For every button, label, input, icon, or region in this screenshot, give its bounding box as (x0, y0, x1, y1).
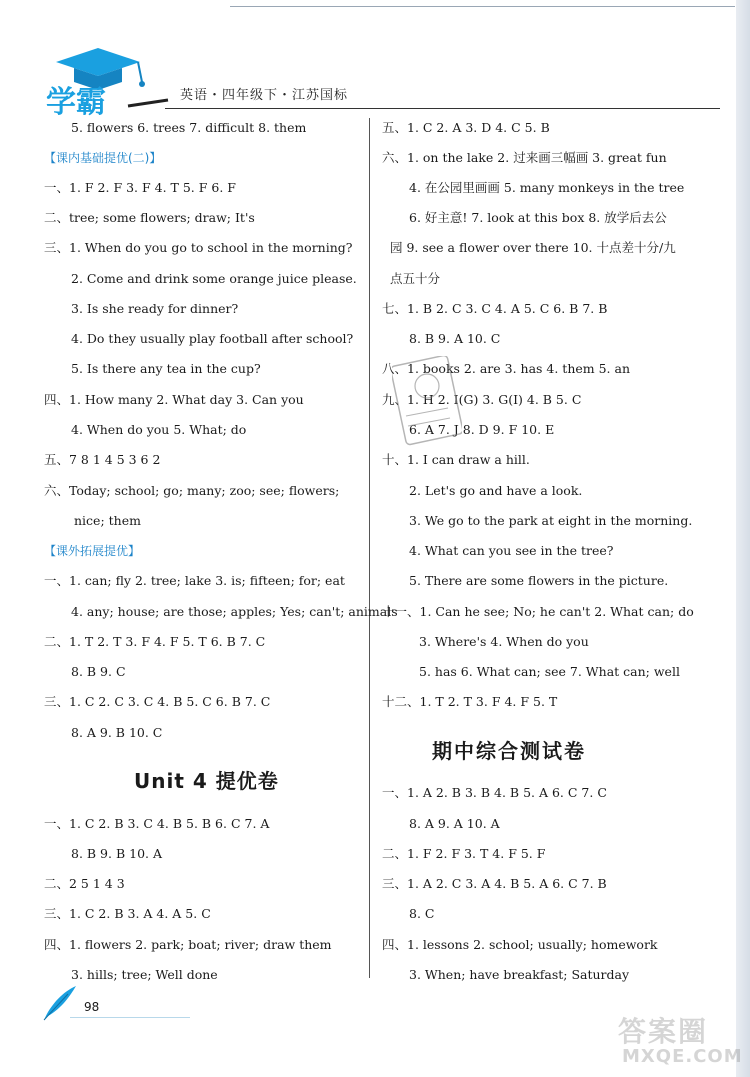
answer-line: 3. When; have breakfast; Saturday (409, 967, 630, 982)
answer-line: 五、7 8 1 4 5 3 6 2 (44, 452, 161, 467)
page-edge-shadow (736, 0, 750, 1077)
header-title: 英语・四年级下・江苏国标 (180, 88, 349, 103)
section-heading: 【课外拓展提优】 (44, 544, 141, 558)
answer-line: 5. There are some flowers in the picture. (409, 573, 669, 588)
answer-line: 十、1. I can draw a hill. (382, 452, 530, 467)
answer-line: 二、2 5 1 4 3 (44, 876, 125, 891)
answer-line: 8. B 9. C (71, 664, 126, 679)
answer-line: 6. A 7. J 8. D 9. F 10. E (409, 422, 555, 437)
logo-graduation-cap-icon (38, 48, 178, 116)
answer-line: 三、1. C 2. C 3. C 4. B 5. C 6. B 7. C (44, 694, 271, 709)
answer-line: 六、1. on the lake 2. 过来画三幅画 3. great fun (382, 150, 667, 165)
feather-icon (40, 982, 80, 1022)
answer-line: 点五十分 (390, 271, 441, 286)
answer-line: 3. We go to the park at eight in the morning. (409, 513, 693, 528)
answer-line: 4. Do they usually play football after school? (71, 331, 354, 346)
unit-heading: Unit 4 提优卷 (134, 769, 279, 793)
answer-line: 2. Let's go and have a look. (409, 483, 583, 498)
answer-line: 8. B 9. A 10. C (409, 331, 501, 346)
answer-line: 一、1. C 2. B 3. C 4. B 5. B 6. C 7. A (44, 816, 270, 831)
answer-line: 一、1. A 2. B 3. B 4. B 5. A 6. C 7. C (382, 785, 607, 800)
watermark-title: 答案圈 (618, 1015, 709, 1048)
header-rule (165, 108, 720, 109)
answer-line: 十一、1. Can he see; No; he can't 2. What can; do (382, 604, 694, 619)
answer-line: 二、1. T 2. T 3. F 4. F 5. T 6. B 7. C (44, 634, 266, 649)
answer-line: 五、1. C 2. A 3. D 4. C 5. B (382, 120, 550, 135)
answer-line: 九、1. H 2. I(G) 3. G(I) 4. B 5. C (382, 392, 582, 407)
logo-text: 学霸 (46, 85, 106, 116)
answer-line: 十二、1. T 2. T 3. F 4. F 5. T (382, 694, 558, 709)
answer-line: 5. flowers 6. trees 7. difficult 8. them (71, 120, 307, 135)
answer-line: 5. Is there any tea in the cup? (71, 361, 261, 376)
homework-stamp-icon (392, 356, 462, 446)
footer-rule (70, 1017, 190, 1018)
answer-line: 8. A 9. B 10. C (71, 725, 163, 740)
watermark-url: MXQE.COM (622, 1046, 743, 1067)
answer-line: 3. Where's 4. When do you (419, 634, 589, 649)
page-number: 98 (84, 1000, 100, 1014)
answer-line: 4. When do you 5. What; do (71, 422, 247, 437)
answer-line: 园 9. see a flower over there 10. 十点差十分/九 (390, 240, 676, 255)
answer-line: 八、1. books 2. are 3. has 4. them 5. an (382, 361, 631, 376)
answer-line: 3. hills; tree; Well done (71, 967, 218, 982)
answer-line: 一、1. can; fly 2. tree; lake 3. is; fifteen; for; eat (44, 573, 345, 588)
answer-line: 4. any; house; are those; apples; Yes; can't; animals (71, 604, 398, 619)
answer-line: 四、1. flowers 2. park; boat; river; draw them (44, 937, 332, 952)
answer-line: 2. Come and drink some orange juice please. (71, 271, 357, 286)
answer-line: 5. has 6. What can; see 7. What can; well (419, 664, 680, 679)
answer-line: 4. 在公园里画画 5. many monkeys in the tree (409, 180, 685, 195)
answer-line: nice; them (74, 513, 141, 528)
answer-line: 8. A 9. A 10. A (409, 816, 500, 831)
answer-line: 六、Today; school; go; many; zoo; see; flowers; (44, 483, 340, 498)
answer-line: 一、1. F 2. F 3. F 4. T 5. F 6. F (44, 180, 236, 195)
answer-line: 三、1. A 2. C 3. A 4. B 5. A 6. C 7. B (382, 876, 607, 891)
answer-line: 8. B 9. B 10. A (71, 846, 162, 861)
answer-line: 七、1. B 2. C 3. C 4. A 5. C 6. B 7. B (382, 301, 608, 316)
answer-line: 四、1. lessons 2. school; usually; homework (382, 937, 658, 952)
answer-line: 二、1. F 2. F 3. T 4. F 5. F (382, 846, 546, 861)
answer-line: 二、tree; some flowers; draw; It's (44, 210, 255, 225)
column-divider (369, 118, 370, 978)
section-heading: 【课内基础提优(二)】 (44, 151, 162, 165)
answer-line: 四、1. How many 2. What day 3. Can you (44, 392, 304, 407)
midterm-heading: 期中综合测试卷 (432, 739, 586, 763)
page-header (0, 0, 750, 118)
site-watermark (618, 1010, 743, 1070)
answer-line: 三、1. C 2. B 3. A 4. A 5. C (44, 906, 211, 921)
answer-line: 6. 好主意! 7. look at this box 8. 放学后去公 (409, 210, 667, 225)
answer-line: 三、1. When do you go to school in the morning? (44, 240, 353, 255)
answer-line: 3. Is she ready for dinner? (71, 301, 239, 316)
answer-line: 8. C (409, 906, 435, 921)
answer-line: 4. What can you see in the tree? (409, 543, 614, 558)
